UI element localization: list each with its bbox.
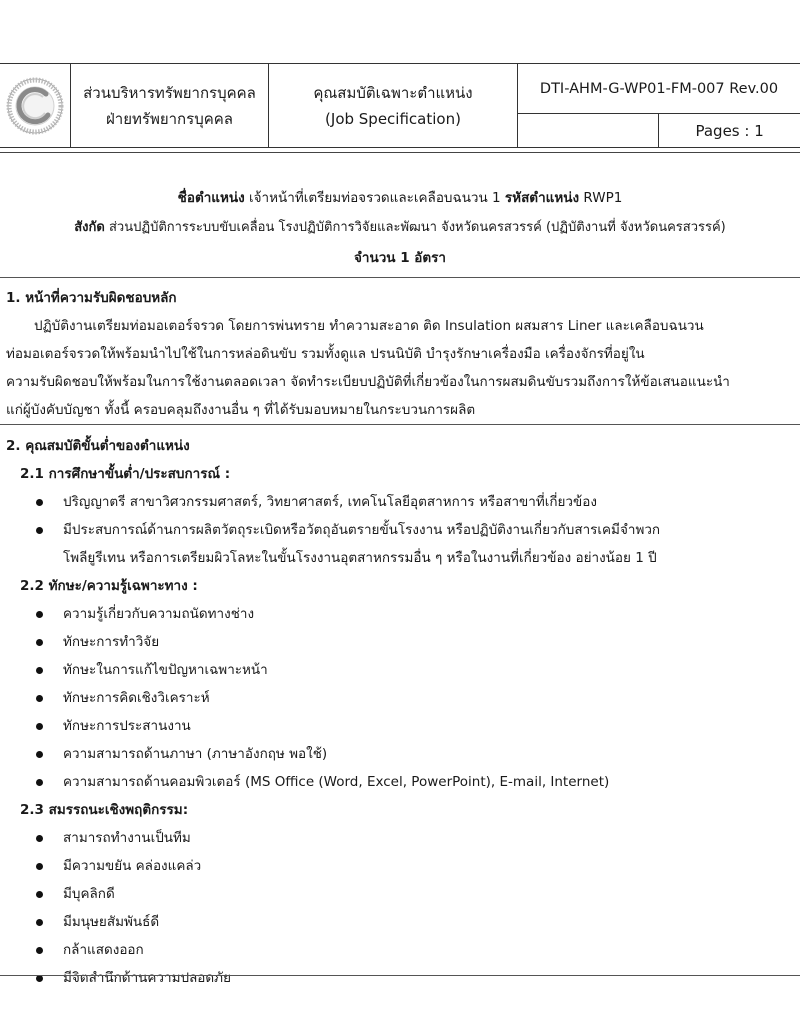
paragraph-line: ปฏิบัติงานเตรียมท่อมอเตอร์จรวด โดยการพ่นทราย ทำความสะอาด ติด Insulation ผสมสาร Liner และเคลือบฉนวน	[34, 318, 704, 334]
list-item-text: มีมนุษยสัมพันธ์ดี	[63, 914, 160, 930]
list-item	[36, 656, 796, 684]
list-item	[36, 516, 796, 544]
list-item-text: มีจิตสำนึกด้านความปลอดภัย	[63, 970, 231, 986]
document-title-th: คุณสมบัติเฉพาะตำแหน่ง	[313, 83, 473, 102]
headcount-text: จำนวน 1 อัตรา	[353, 250, 447, 266]
list-item	[36, 488, 796, 516]
bullet-icon	[36, 919, 43, 926]
section-title: 1. หน้าที่ความรับผิดชอบหลัก	[6, 290, 177, 306]
page-count: Pages : 1	[659, 114, 800, 148]
list-item-text: ความสามารถด้านคอมพิวเตอร์ (MS Office (Word, Excel, PowerPoint), E-mail, Internet)	[63, 774, 610, 790]
document-code: DTI-AHM-G-WP01-FM-007 Rev.00	[518, 64, 800, 114]
logo-cell	[0, 64, 71, 148]
bullet-icon	[36, 835, 43, 842]
list-item	[36, 600, 796, 628]
department-cell	[71, 64, 269, 148]
position-name-label: ชื่อตำแหน่ง	[177, 190, 245, 206]
list-item	[36, 936, 796, 964]
division-name: ฝ่ายทรัพยากรบุคคล	[106, 109, 233, 128]
affiliation-line	[0, 213, 800, 243]
section-title: 2. คุณสมบัติขั้นต่ำของตำแหน่ง	[6, 438, 190, 454]
document-title-en: (Job Specification)	[325, 109, 461, 128]
list-item	[36, 712, 796, 740]
department-name: ส่วนบริหารทรัพยากรบุคคล	[83, 83, 256, 102]
list-item	[36, 964, 796, 992]
bullet-icon	[36, 695, 43, 702]
skills-list	[6, 600, 796, 796]
headcount	[0, 243, 800, 273]
list-item-text: สามารถทำงานเป็นทีม	[63, 830, 191, 846]
competencies-list	[6, 824, 796, 992]
bullet-icon	[36, 779, 43, 786]
title-cell	[269, 64, 518, 148]
list-item-text: กล้าแสดงออก	[63, 942, 144, 958]
list-item-text: ปริญญาตรี สาขาวิศวกรรมศาสตร์, วิทยาศาสตร์, เทคโนโลยีอุตสาหการ หรือสาขาที่เกี่ยวข้อง	[63, 494, 597, 510]
list-item-text: โพลียูรีเทน หรือการเตรียมผิวโลหะในขั้นโรงงานอุตสาหกรรมอื่น ๆ หรือในงานที่เกี่ยวข้อง อย่างน้อย 1 ปี	[63, 550, 657, 566]
list-item	[36, 824, 796, 852]
bullet-icon	[36, 723, 43, 730]
bullet-icon	[36, 667, 43, 674]
list-item	[36, 684, 796, 712]
document-header	[0, 63, 800, 148]
list-item-text: ทักษะการทำวิจัย	[63, 634, 160, 650]
bullet-icon	[36, 527, 43, 534]
list-item-text: ความรู้เกี่ยวกับความถนัดทางช่าง	[63, 606, 255, 622]
list-item	[36, 852, 796, 880]
list-item-text: ทักษะการคิดเชิงวิเคราะห์	[63, 690, 210, 706]
bullet-icon	[36, 611, 43, 618]
section-responsibilities	[6, 284, 796, 424]
paragraph-line: แก่ผู้บังคับบัญชา ทั้งนี้ ครอบคลุมถึงงานอื่น ๆ ที่ได้รับมอบหมายในกระบวนการผลิต	[6, 402, 476, 418]
bullet-icon	[36, 499, 43, 506]
bullet-icon	[36, 947, 43, 954]
position-code-value: RWP1	[583, 190, 623, 206]
blank-cell	[518, 114, 659, 148]
paragraph-line: ความรับผิดชอบให้พร้อมในการใช้งานตลอดเวลา จัดทำระเบียบปฏิบัติที่เกี่ยวข้องในการผสมดินขับรวมถึงการให้ข้อเสนอแนะนำ	[6, 374, 730, 390]
list-item	[36, 768, 796, 796]
list-item	[36, 628, 796, 656]
education-list	[6, 488, 796, 572]
list-item-text: มีบุคลิกดี	[63, 886, 115, 902]
subsection-title: 2.3 สมรรถนะเชิงพฤติกรรม:	[20, 802, 189, 818]
list-item-text: มีความขยัน คล่องแคล่ว	[63, 858, 202, 874]
list-item	[36, 908, 796, 936]
divider	[0, 152, 800, 153]
bullet-icon	[36, 751, 43, 758]
bullet-icon	[36, 639, 43, 646]
bullet-icon	[36, 975, 43, 982]
position-name-value: เจ้าหน้าที่เตรียมท่อจรวดและเคลือบฉนวน 1	[249, 190, 501, 206]
institute-seal-icon	[6, 77, 64, 135]
list-item-continuation	[36, 544, 796, 572]
divider	[0, 975, 800, 976]
position-name-line	[0, 183, 800, 213]
list-item-text: ความสามารถด้านภาษา (ภาษาอังกฤษ พอใช้)	[63, 746, 328, 762]
paragraph-line: ท่อมอเตอร์จรวดให้พร้อมนำไปใช้ในการหล่อดินขับ รวมทั้งดูแล ปรนนิบัติ บำรุงรักษาเครื่องมือ เครื่องจักรที่อยู่ใน	[6, 346, 645, 362]
position-code-label: รหัสตำแหน่ง	[504, 190, 580, 206]
section-qualifications	[6, 432, 796, 992]
list-item-text: ทักษะในการแก้ไขปัญหาเฉพาะหน้า	[63, 662, 268, 678]
affiliation-value: ส่วนปฏิบัติการระบบขับเคลื่อน โรงปฏิบัติการวิจัยและพัฒนา จังหวัดนครสวรรค์ (ปฏิบัติงานที่ จังหวัดนครสวรรค์)	[108, 220, 726, 235]
position-summary	[0, 183, 800, 273]
divider	[0, 277, 800, 278]
subsection-title: 2.2 ทักษะ/ความรู้เฉพาะทาง :	[20, 578, 198, 594]
list-item	[36, 880, 796, 908]
list-item-text: มีประสบการณ์ด้านการผลิตวัตถุระเบิดหรือวัตถุอันตรายขั้นโรงงาน หรือปฏิบัติงานเกี่ยวกับสารเคมีจำพวก	[63, 522, 661, 538]
affiliation-label: สังกัด	[74, 220, 105, 235]
list-item	[36, 740, 796, 768]
bullet-icon	[36, 863, 43, 870]
bullet-icon	[36, 891, 43, 898]
list-item-text: ทักษะการประสานงาน	[63, 718, 191, 734]
subsection-title: 2.1 การศึกษาขั้นต่ำ/ประสบการณ์ :	[20, 466, 231, 482]
divider	[0, 424, 800, 425]
